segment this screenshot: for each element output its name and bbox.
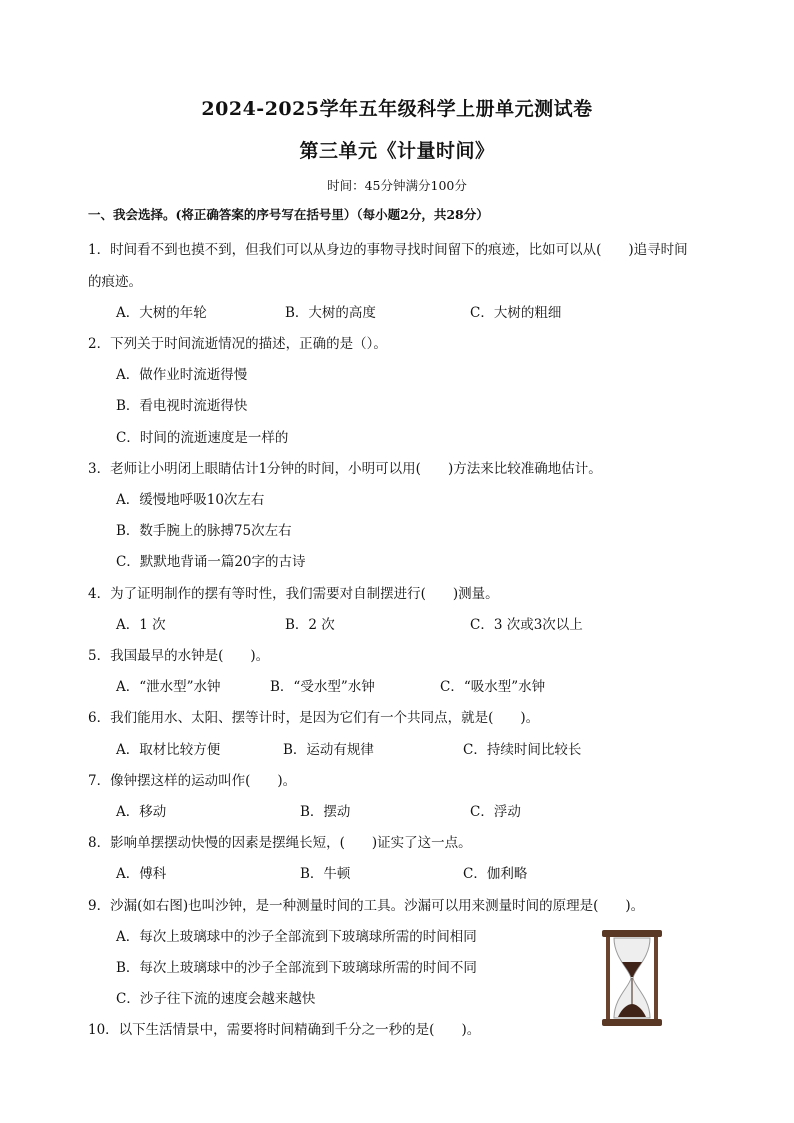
question-5-option-b[interactable]: B．“受水型”水钟 <box>270 679 375 695</box>
question-5-option-c[interactable]: C．“吸水型”水钟 <box>440 679 546 695</box>
question-8-stem: 8．影响单摆摆动快慢的因素是摆绳长短，( )证实了这一点。 <box>88 835 472 851</box>
question-1-option-b[interactable]: B．大树的高度 <box>285 305 376 321</box>
question-4-option-a[interactable]: A．1 次 <box>116 617 166 633</box>
question-7-option-c[interactable]: C．浮动 <box>470 804 521 820</box>
question-2-option-c[interactable]: C．时间的流逝速度是一样的 <box>116 430 289 446</box>
question-3-option-c[interactable]: C．默默地背诵一篇20字的古诗 <box>116 554 306 570</box>
question-1-option-c[interactable]: C．大树的粗细 <box>470 305 562 321</box>
question-3-option-b[interactable]: B．数手腕上的脉搏75次左右 <box>116 523 292 539</box>
question-1-option-a[interactable]: A．大树的年轮 <box>116 305 207 321</box>
section-heading: 一、我会选择。(将正确答案的序号写在括号里）（每小题2分，共28分） <box>88 207 489 222</box>
question-6-option-b[interactable]: B．运动有规律 <box>283 742 374 758</box>
question-6-option-c[interactable]: C．持续时间比较长 <box>463 742 582 758</box>
question-2-stem: 2．下列关于时间流逝情况的描述，正确的是（）。 <box>88 336 387 352</box>
question-1-stem: 1．时间看不到也摸不到，但我们可以从身边的事物寻找时间留下的痕迹，比如可以从( )追寻时间 <box>88 242 688 258</box>
question-9-stem: 9．沙漏(如右图)也叫沙钟，是一种测量时间的工具。沙漏可以用来测量时间的原理是( )。 <box>88 898 645 914</box>
question-8-option-b[interactable]: B．牛顿 <box>300 866 351 882</box>
question-3-stem: 3．老师让小明闭上眼睛估计1分钟的时间，小明可以用( )方法来比较准确地估计。 <box>88 461 602 477</box>
question-4-stem: 4．为了证明制作的摆有等时性，我们需要对自制摆进行( )测量。 <box>88 586 499 602</box>
unit-title: 第三单元《计量时间》 <box>299 140 495 162</box>
exam-title: 2024-2025学年五年级科学上册单元测试卷 <box>201 98 593 120</box>
question-10-stem: 10．以下生活情景中，需要将时间精确到千分之一秒的是( )。 <box>88 1022 481 1038</box>
question-7-option-a[interactable]: A．移动 <box>116 804 167 820</box>
question-4-option-b[interactable]: B．2 次 <box>285 617 335 633</box>
question-8-option-a[interactable]: A．傅科 <box>116 866 167 882</box>
question-5-option-a[interactable]: A．“泄水型”水钟 <box>116 679 221 695</box>
hourglass-icon <box>600 928 664 1028</box>
question-2-option-b[interactable]: B．看电视时流逝得快 <box>116 398 248 414</box>
question-6-stem: 6．我们能用水、太阳、摆等计时，是因为它们有一个共同点，就是( )。 <box>88 710 540 726</box>
question-2-option-a[interactable]: A．做作业时流逝得慢 <box>116 367 248 383</box>
question-5-stem: 5．我国最早的水钟是( )。 <box>88 648 270 664</box>
question-9-option-b[interactable]: B．每次上玻璃球中的沙子全部流到下玻璃球所需的时间不同 <box>116 960 477 976</box>
exam-info: 时间：45分钟满分100分 <box>327 178 467 193</box>
question-7-option-b[interactable]: B．摆动 <box>300 804 351 820</box>
question-9-option-c[interactable]: C．沙子往下流的速度会越来越快 <box>116 991 316 1007</box>
question-7-stem: 7．像钟摆这样的运动叫作( )。 <box>88 773 297 789</box>
question-1-stem-cont: 的痕迹。 <box>88 274 142 290</box>
question-3-option-a[interactable]: A．缓慢地呼吸10次左右 <box>116 492 265 508</box>
question-9-option-a[interactable]: A．每次上玻璃球中的沙子全部流到下玻璃球所需的时间相同 <box>116 929 477 945</box>
question-8-option-c[interactable]: C．伽利略 <box>463 866 528 882</box>
question-6-option-a[interactable]: A．取材比较方便 <box>116 742 221 758</box>
question-4-option-c[interactable]: C．3 次或3次以上 <box>470 617 583 633</box>
